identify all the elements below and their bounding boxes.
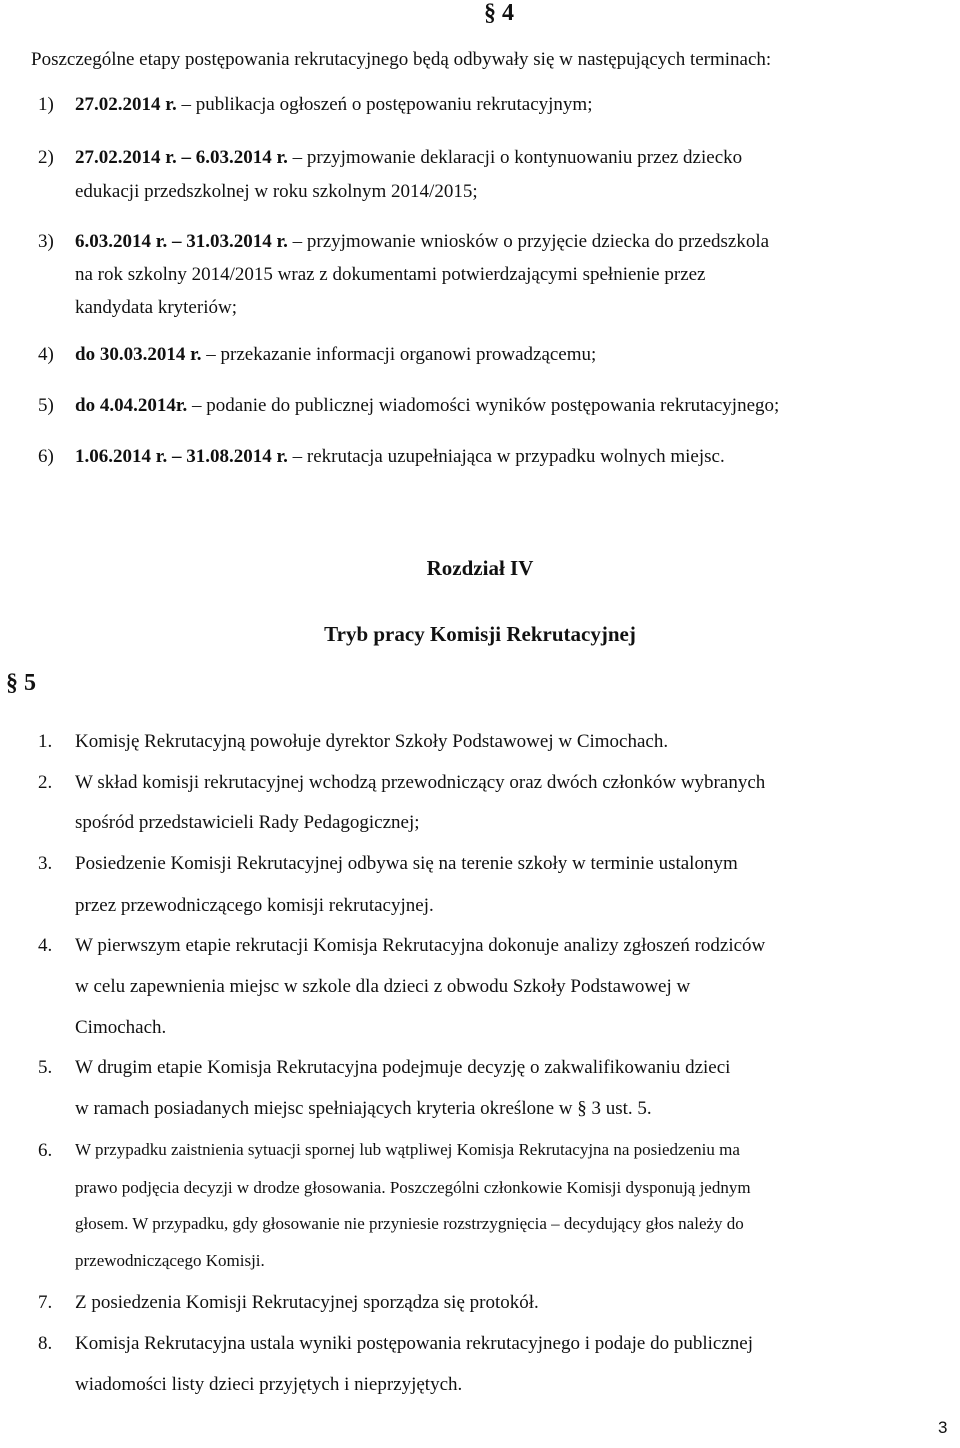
list-item-number: 8. <box>38 1333 53 1354</box>
item-date: 1.06.2014 r. – 31.08.2014 r. <box>75 446 288 467</box>
list-item: W pierwszym etapie rekrutacji Komisja Rekrutacyjna dokonuje analizy zgłoszeń rodziców <box>75 935 766 956</box>
list-item: Posiedzenie Komisji Rekrutacyjnej odbywa się na terenie szkoły w terminie ustalonym <box>75 853 738 874</box>
item-date: do 30.03.2014 r. <box>75 344 202 365</box>
item-text: – przyjmowanie wniosków o przyjęcie dziecka do przedszkola <box>287 231 770 252</box>
list-item-number: 6. <box>38 1140 53 1161</box>
section-4-mark: § 4 <box>484 0 514 26</box>
list-item: Z posiedzenia Komisji Rekrutacyjnej sporządza się protokół. <box>75 1292 539 1313</box>
list-item-number: 7. <box>38 1292 53 1313</box>
item-continuation: Cimochach. <box>75 1017 167 1038</box>
item-text: – rekrutacja uzupełniająca w przypadku wolnych miejsc. <box>287 446 725 467</box>
section-4-intro: Poszczególne etapy postępowania rekrutacyjnego będą odbywały się w następujących terminach: <box>31 49 772 70</box>
list-item-number: 4) <box>38 344 54 365</box>
item-text: – publikacja ogłoszeń o postępowaniu rekrutacyjnym; <box>176 94 593 115</box>
item-date: 27.02.2014 r. – 6.03.2014 r. <box>75 147 288 168</box>
item-text: – przekazanie informacji organowi prowadzącemu; <box>201 344 597 365</box>
list-item <box>75 93 593 117</box>
list-item-number: 3) <box>38 231 54 252</box>
item-continuation: w celu zapewnienia miejsc w szkole dla dzieci z obwodu Szkoły Podstawowej w <box>75 976 691 997</box>
item-continuation: spośród przedstawicieli Rady Pedagogicznej; <box>75 812 420 833</box>
item-continuation: prawo podjęcia decyzji w drodze głosowania. Poszczególni członkowie Komisji dysponują jednym <box>75 1178 751 1197</box>
list-item-number: 2. <box>38 772 53 793</box>
chapter-title: Rozdział IV <box>426 556 534 580</box>
list-item: W przypadku zaistnienia sytuacji spornej lub wątpliwej Komisja Rekrutacyjna na posiedzeniu ma <box>75 1140 740 1159</box>
list-item-number: 6) <box>38 446 54 467</box>
list-item <box>75 394 779 418</box>
item-text: – przyjmowanie deklaracji o kontynuowaniu przez dziecko <box>287 147 743 168</box>
list-item-number: 5. <box>38 1057 53 1078</box>
list-item <box>75 445 725 469</box>
item-continuation: głosem. W przypadku, gdy głosowanie nie przyniesie rozstrzygnięcia – decydujący głos należy do <box>75 1214 744 1233</box>
list-item-number: 1. <box>38 731 53 752</box>
list-item-number: 4. <box>38 935 53 956</box>
list-item: W drugim etapie Komisja Rekrutacyjna podejmuje decyzję o zakwalifikowaniu dzieci <box>75 1057 731 1078</box>
section-5-mark: § 5 <box>6 670 36 696</box>
item-date: 6.03.2014 r. – 31.03.2014 r. <box>75 231 288 252</box>
item-continuation: w ramach posiadanych miejsc spełniających kryteria określone w § 3 ust. 5. <box>75 1098 652 1119</box>
list-item: W skład komisji rekrutacyjnej wchodzą przewodniczący oraz dwóch członków wybranych <box>75 772 766 793</box>
list-item-number: 1) <box>38 94 54 115</box>
item-continuation: wiadomości listy dzieci przyjętych i nieprzyjętych. <box>75 1374 463 1395</box>
chapter-subtitle: Tryb pracy Komisji Rekrutacyjnej <box>324 622 636 646</box>
item-date: 27.02.2014 r. <box>75 94 177 115</box>
list-item: Komisję Rekrutacyjną powołuje dyrektor Szkoły Podstawowej w Cimochach. <box>75 731 669 752</box>
list-item-number: 2) <box>38 147 54 168</box>
item-date: do 4.04.2014r. <box>75 395 188 416</box>
list-item-number: 5) <box>38 395 54 416</box>
item-continuation: kandydata kryteriów; <box>75 297 237 318</box>
list-item <box>75 343 596 367</box>
list-item <box>75 146 742 170</box>
item-continuation: przez przewodniczącego komisji rekrutacyjnej. <box>75 895 434 916</box>
item-text: – podanie do publicznej wiadomości wyników postępowania rekrutacyjnego; <box>187 395 780 416</box>
list-item-number: 3. <box>38 853 53 874</box>
list-item <box>75 230 769 254</box>
item-continuation: na rok szkolny 2014/2015 wraz z dokumentami potwierdzającymi spełnienie przez <box>75 264 706 285</box>
page-number: 3 <box>938 1418 948 1437</box>
item-continuation: przewodniczącego Komisji. <box>75 1251 265 1270</box>
item-continuation: edukacji przedszkolnej w roku szkolnym 2014/2015; <box>75 181 478 202</box>
list-item: Komisja Rekrutacyjna ustala wyniki postępowania rekrutacyjnego i podaje do publicznej <box>75 1333 753 1354</box>
